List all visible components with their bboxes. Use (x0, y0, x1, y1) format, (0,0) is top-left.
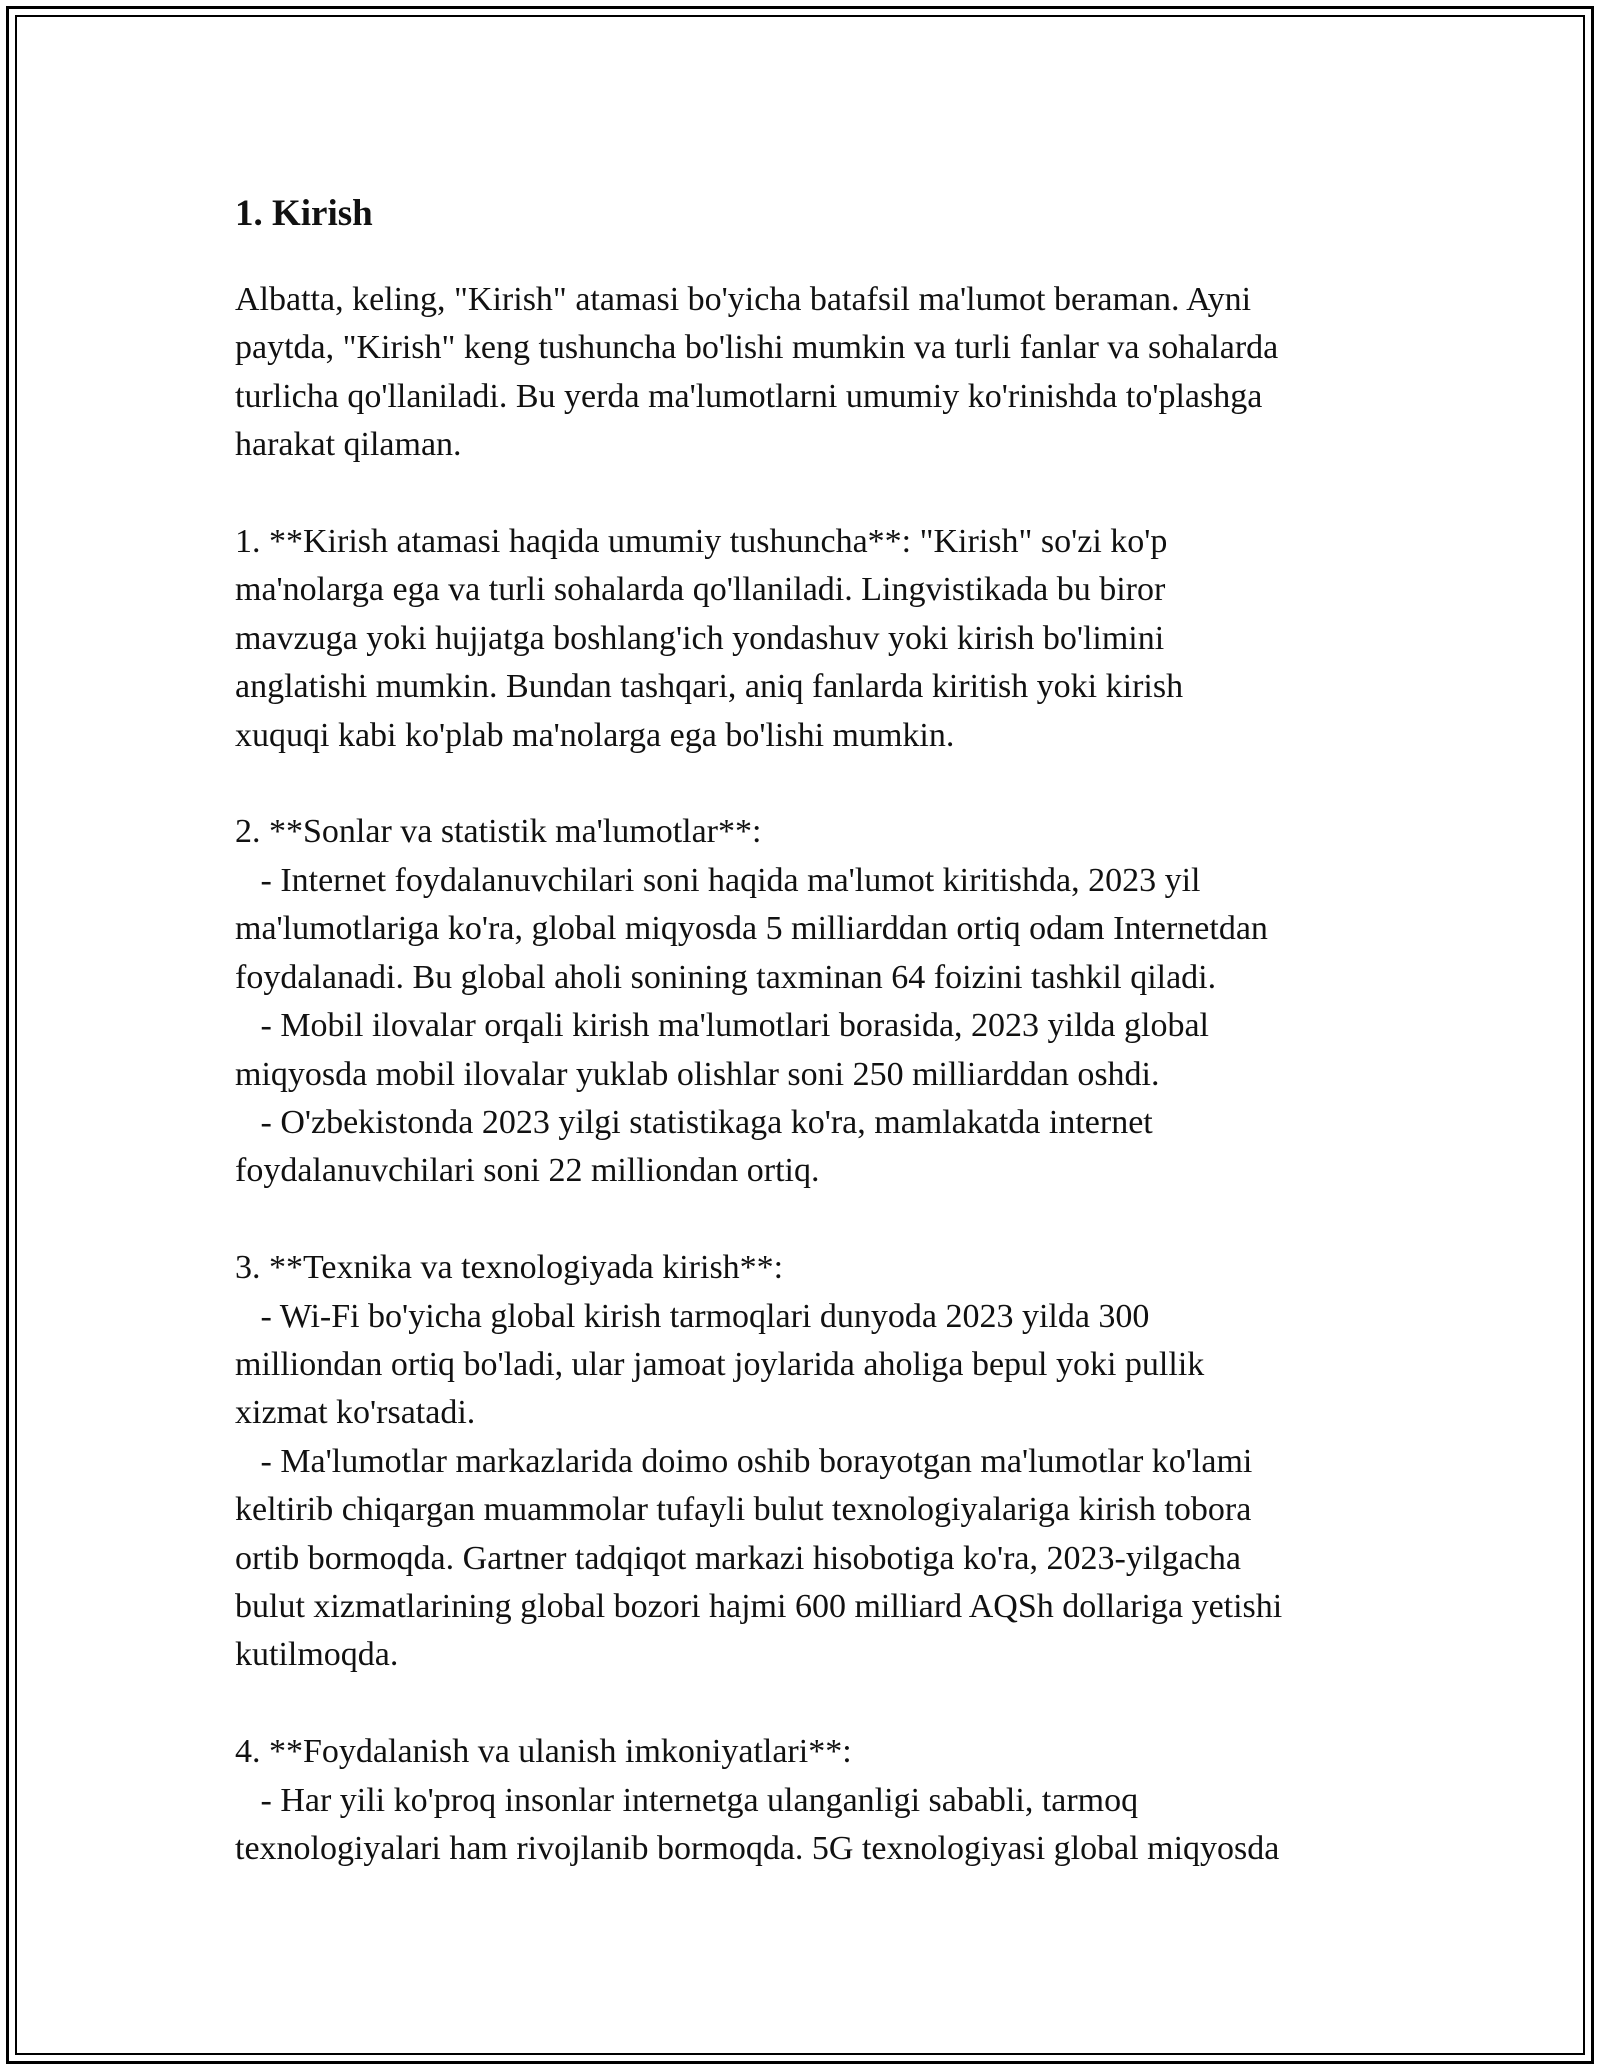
section-body-text: Albatta, keling, "Kirish" atamasi bo'yicha batafsil ma'lumot beraman. Ayni paytda, "Kirish" keng tushuncha bo'lishi mumkin va turli fanlar va sohalarda turlicha qo'llaniladi. Bu yerda ma'lumotlarni umumiy ko'rinishda to'plashga harakat qilaman. 1. **Kirish atamasi haqida umumiy tushuncha**: "Kirish" so'zi ko'p ma'nolarga ega va turli sohalarda qo'llaniladi. Lingvistikada bu biror mavzuga yoki hujjatga boshlang'ich yondashuv yoki kirish bo'limini anglatishi mumkin. Bundan tashqari, aniq fanlarda kiritish yoki kirish xuquqi kabi ko'plab ma'nolarga ega bo'lishi mumkin. 2. **Sonlar va statistik ma'lumotlar**: - Internet foydalanuvchilari soni haqida ma'lumot kiritishda, 2023 yil ma'lumotlariga ko'ra, global miqyosda 5 milliarddan ortiq odam Internetdan foydalanadi. Bu global aholi sonining taxminan 64 foizini tashkil qiladi. - Mobil ilovalar orqali kirish ma'lumotlari borasida, 2023 yilda global miqyosda mobil ilovalar yuklab olishlar soni 250 milliarddan oshdi. - O'zbekistonda 2023 yilgi statistikaga ko'ra, mamlakatda internet foydalanuvchilari soni 22 milliondan ortiq. 3. **Texnika va texnologiyada kirish**: - Wi-Fi bo'yicha global kirish tarmoqlari dunyoda 2023 yilda 300 milliondan ortiq bo'ladi, ular jamoat joylarida aholiga bepul yoki pullik xizmat ko'rsatadi. - Ma'lumotlar markazlarida doimo oshib borayotgan ma'lumotlar ko'lami keltirib chiqargan muammolar tufayli bulut texnologiyalariga kirish tobora ortib bormoqda. Gartner tadqiqot markazi hisobotiga ko'ra, 2023-yilgacha bulut xizmatlarining global bozori hajmi 600 milliard AQSh dollariga yetishi kutilmoqda. 4. **Foydalanish va ulanish imkoniyatlari**: - Har yili ko'proq insonlar internetga ulanganligi sababli, tarmoq texnologiyalari ham rivojlanib bormoqda. 5G texnologiyasi global miqyosda (235, 281, 1283, 1867)
section-heading: 1. Kirish (235, 193, 373, 234)
document-page (235, 190, 1385, 1873)
